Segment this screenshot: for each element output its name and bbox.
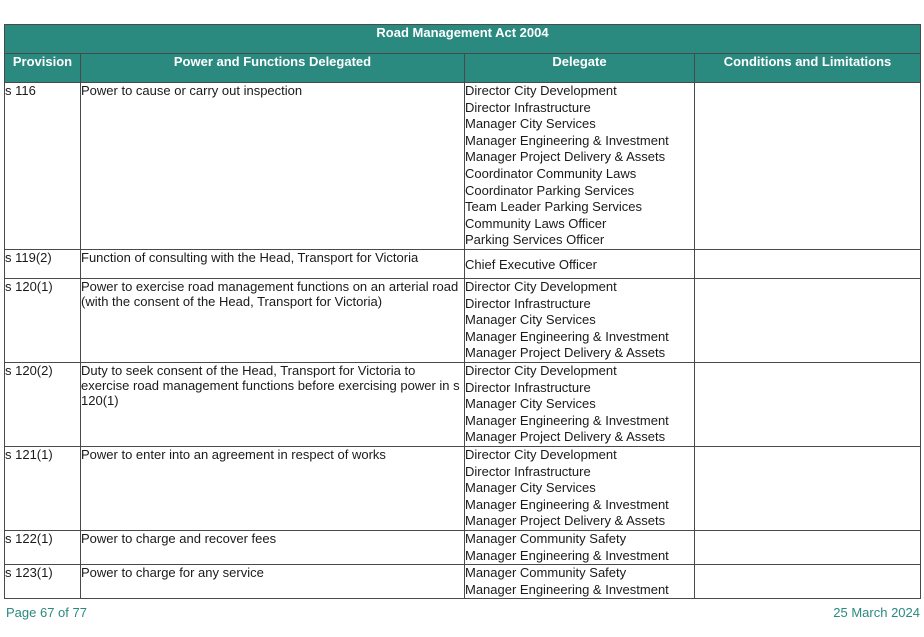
power-cell: Power to charge and recover fees: [81, 531, 465, 565]
delegate-item: Community Laws Officer: [465, 215, 607, 231]
delegate-item: Manager Project Delivery & Assets: [465, 513, 666, 529]
delegate-item: Manager Project Delivery & Assets: [465, 149, 666, 165]
header-delegate: Delegate: [465, 54, 695, 83]
conditions-cell: [695, 250, 921, 279]
table-header-row: [5, 54, 921, 83]
table-title-row: [5, 25, 921, 54]
delegate-item: Director City Development: [465, 279, 617, 294]
delegate-item: Manager Community Safety: [465, 565, 627, 581]
header-power: Power and Functions Delegated: [81, 54, 465, 83]
provision-cell: s 123(1): [5, 565, 81, 599]
conditions-cell: [695, 565, 921, 599]
provision-cell: s 119(2): [5, 250, 81, 279]
delegate-item: Coordinator Parking Services: [465, 182, 635, 198]
delegate-cell: [465, 363, 695, 447]
delegate-cell: [465, 565, 695, 599]
power-cell: Power to charge for any service: [81, 565, 465, 599]
delegation-table: [4, 24, 921, 599]
delegate-item: Coordinator Community Laws: [465, 165, 637, 181]
delegate-item: Manager City Services: [465, 312, 596, 328]
delegate-cell: [465, 83, 695, 250]
delegate-item: Team Leader Parking Services: [465, 199, 643, 215]
conditions-cell: [695, 447, 921, 531]
delegate-item: Manager Engineering & Investment: [465, 412, 669, 428]
delegate-item: Director City Development: [465, 447, 617, 462]
conditions-cell: [695, 83, 921, 250]
provision-cell: s 121(1): [5, 447, 81, 531]
delegate-item: Manager Engineering & Investment: [465, 328, 669, 344]
document-page: [4, 24, 920, 599]
delegate-item: Chief Executive Officer: [465, 257, 597, 272]
delegate-item: Parking Services Officer: [465, 232, 605, 248]
delegate-cell: [465, 250, 695, 279]
conditions-cell: [695, 363, 921, 447]
table-row: [5, 531, 921, 565]
conditions-cell: [695, 279, 921, 363]
delegate-item: Manager Community Safety: [465, 531, 627, 546]
power-cell: Power to cause or carry out inspection: [81, 83, 465, 250]
provision-cell: s 120(1): [5, 279, 81, 363]
delegate-item: Manager Engineering & Investment: [465, 547, 669, 563]
header-conditions: Conditions and Limitations: [695, 54, 921, 83]
delegate-cell: [465, 279, 695, 363]
provision-cell: s 120(2): [5, 363, 81, 447]
delegate-item: Manager Engineering & Investment: [465, 496, 669, 512]
table-row: [5, 250, 921, 279]
delegate-item: Director Infrastructure: [465, 295, 591, 311]
table-title: Road Management Act 2004: [5, 25, 921, 54]
delegate-item: Director Infrastructure: [465, 463, 591, 479]
table-row: [5, 447, 921, 531]
delegate-item: Director Infrastructure: [465, 99, 591, 115]
document-date: 25 March 2024: [833, 605, 920, 620]
delegate-item: Manager Project Delivery & Assets: [465, 345, 666, 361]
table-row: [5, 83, 921, 250]
delegate-item: Director Infrastructure: [465, 379, 591, 395]
header-provision: Provision: [5, 54, 81, 83]
table-row: [5, 363, 921, 447]
delegate-cell: [465, 531, 695, 565]
power-cell: Power to enter into an agreement in respect of works: [81, 447, 465, 531]
table-row: [5, 279, 921, 363]
conditions-cell: [695, 531, 921, 565]
delegate-item: Manager City Services: [465, 480, 596, 496]
power-cell: Power to exercise road management functions on an arterial road (with the consent of the Head, Transport for Victoria): [81, 279, 465, 363]
power-cell: Duty to seek consent of the Head, Transport for Victoria to exercise road management functions before exercising power in s 120(1): [81, 363, 465, 447]
delegate-item: Manager City Services: [465, 116, 596, 132]
page-number: Page 67 of 77: [6, 605, 87, 620]
power-cell: Function of consulting with the Head, Transport for Victoria: [81, 250, 465, 279]
delegate-item: Manager Engineering & Investment: [465, 581, 669, 597]
delegate-item: Manager Engineering & Investment: [465, 132, 669, 148]
delegate-item: Director City Development: [465, 83, 617, 98]
provision-cell: s 116: [5, 83, 81, 250]
delegate-cell: [465, 447, 695, 531]
provision-cell: s 122(1): [5, 531, 81, 565]
delegate-item: Director City Development: [465, 363, 617, 378]
delegate-item: Manager Project Delivery & Assets: [465, 429, 666, 445]
table-row: [5, 565, 921, 599]
delegate-item: Manager City Services: [465, 396, 596, 412]
